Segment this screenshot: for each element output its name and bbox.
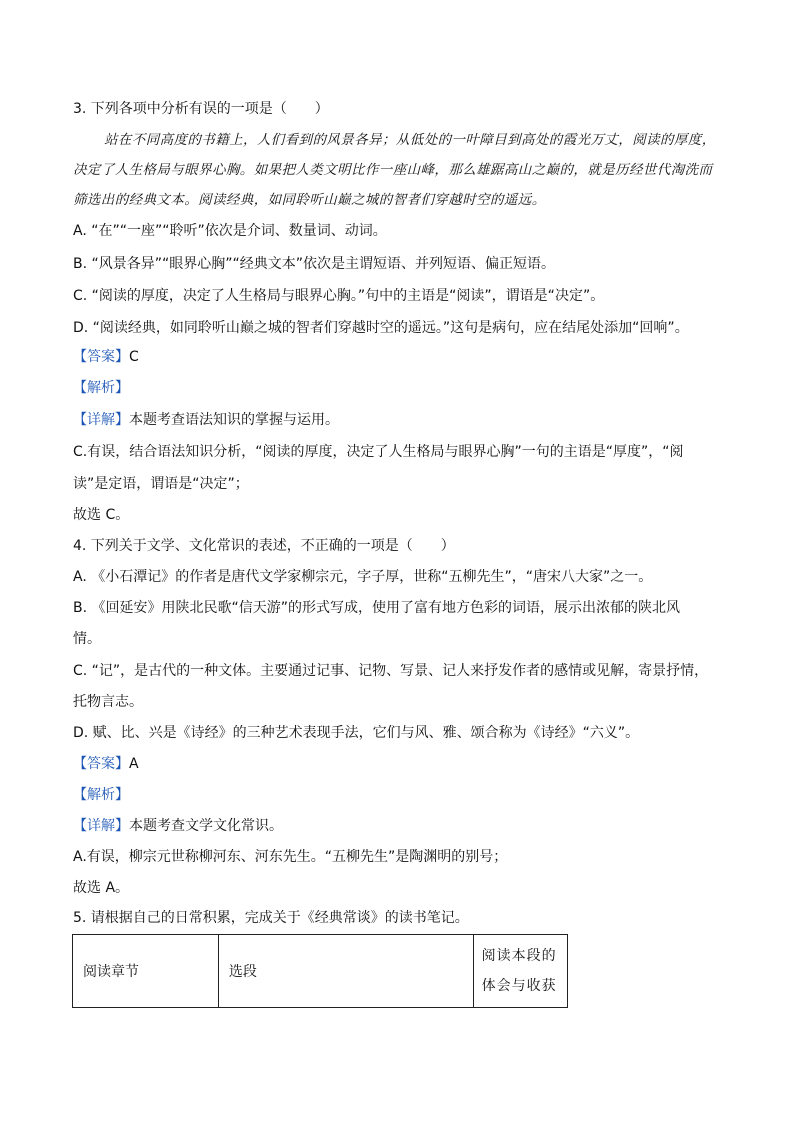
detail-tag: 【详解】 [73, 818, 129, 834]
q3-explain-line-1: C.有误，结合语法知识分析，“阅读的厚度，决定了人生格局与眼界心胸”一句的主语是“厚度”，“阅 [73, 444, 684, 460]
q3-explain-line-2: 读”是定语，谓语是“决定”； [73, 476, 249, 492]
q3-option-d: D. “阅读经典，如同聆听山巅之城的智者们穿越时空的遥远。”这句是病句，应在结尾处添加“回响”。 [73, 320, 689, 336]
reading-notes-table [72, 934, 568, 1008]
q3-analysis-tag: 【解析】 [73, 380, 129, 396]
q4-stem: 4. 下列关于文学、文化常识的表述，不正确的一项是（ ） [73, 538, 455, 554]
table-row [73, 935, 568, 1008]
q4-option-b-cont: 情。 [73, 631, 101, 647]
q4-answer [73, 754, 139, 774]
q3-option-a: A. “在”“一座”“聆听”依次是介词、数量词、动词。 [73, 223, 387, 239]
q5-stem: 5. 请根据自己的日常积累，完成关于《经典常谈》的读书笔记。 [73, 910, 469, 926]
table-cell-reflection [473, 935, 567, 1008]
q3-stem: 3. 下列各项中分析有误的一项是（ ） [73, 101, 329, 117]
q3-passage-line-1: 站在不同高度的书籍上，人们看到的风景各异；从低处的一叶障目到高处的霞光万丈，阅读的厚度， [104, 132, 716, 148]
answer-tag: 【答案】 [73, 349, 129, 365]
q4-conclusion: 故选 A。 [73, 880, 130, 896]
detail-text: 本题考查文学文化常识。 [129, 818, 283, 834]
table-cell-excerpt: 选段 [218, 935, 473, 1008]
detail-tag: 【详解】 [73, 412, 129, 428]
q3-passage-line-3: 筛选出的经典文本。阅读经典，如同聆听山巅之城的智者们穿越时空的遥远。 [73, 192, 546, 208]
reflection-line-1: 阅读本段的 [481, 948, 557, 964]
q3-passage-line-2: 决定了人生格局与眼界心胸。如果把人类文明比作一座山峰，那么雄踞高山之巅的，就是历经世代淘洗而 [73, 162, 713, 178]
q4-detail [73, 816, 283, 836]
answer-value: C [129, 349, 139, 365]
q3-conclusion: 故选 C。 [73, 507, 130, 523]
q3-option-c: C. “阅读的厚度，决定了人生格局与眼界心胸。”句中的主语是“阅读”，谓语是“决定”。 [73, 288, 605, 304]
q4-option-c-cont: 托物言志。 [73, 694, 143, 710]
q4-option-a: A. 《小石潭记》的作者是唐代文学家柳宗元，字子厚，世称“五柳先生”，“唐宋八大家”之一。 [73, 569, 653, 585]
answer-value: A [129, 756, 139, 772]
q4-explain: A.有误，柳宗元世称柳河东、河东先生。“五柳先生”是陶渊明的别号； [73, 849, 508, 865]
q3-answer [73, 347, 139, 367]
q3-option-b: B. “风景各异”“眼界心胸”“经典文本”依次是主谓短语、并列短语、偏正短语。 [73, 256, 556, 272]
q4-analysis-tag: 【解析】 [73, 787, 129, 803]
reflection-line-2: 体会与收获 [481, 978, 557, 994]
q3-detail [73, 410, 339, 430]
q4-option-c: C. “记”，是古代的一种文体。主要通过记事、记物、写景、记人来抒发作者的感情或见解，寄景抒情， [73, 663, 709, 679]
table-cell-chapter: 阅读章节 [73, 935, 219, 1008]
q4-option-b: B. 《回延安》用陕北民歌“信天游”的形式写成，使用了富有地方色彩的词语，展示出浓郁的陕北风 [73, 600, 681, 616]
q4-option-d: D. 赋、比、兴是《诗经》的三种艺术表现手法，它们与风、雅、颂合称为《诗经》“六义”。 [73, 725, 640, 741]
detail-text: 本题考查语法知识的掌握与运用。 [129, 412, 339, 428]
answer-tag: 【答案】 [73, 756, 129, 772]
